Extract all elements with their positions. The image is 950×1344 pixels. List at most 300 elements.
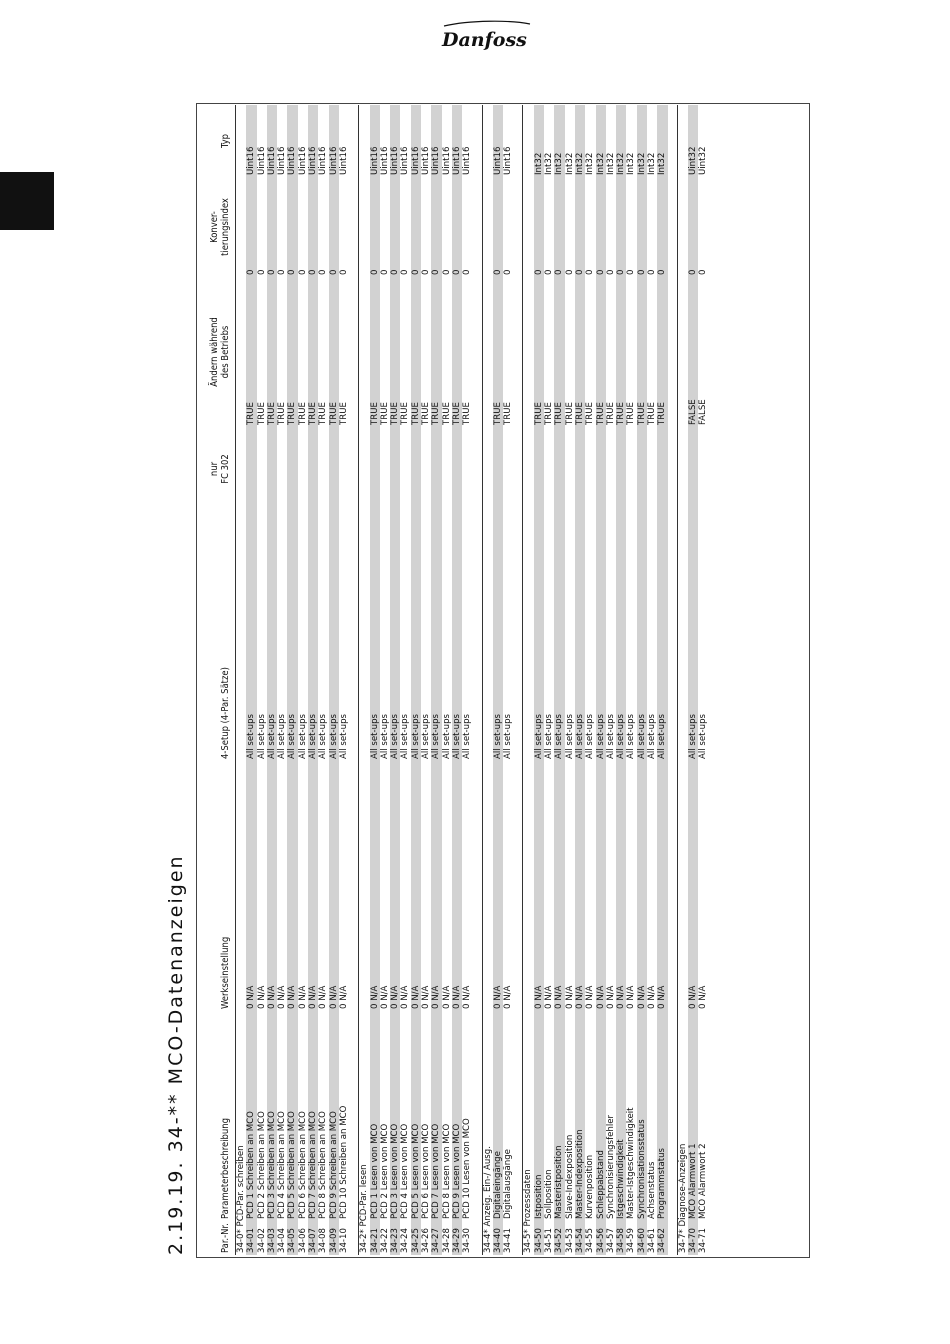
cell-type: Uint16	[379, 146, 390, 175]
cell-type: Int32	[554, 105, 564, 177]
cell-conv: 0	[493, 177, 503, 277]
group-filler-cell	[236, 277, 247, 427]
table-row	[554, 105, 564, 1255]
cell-desc: Synchronisationsstatus	[637, 1011, 647, 1221]
spacer-cell	[668, 1221, 678, 1255]
cell-fc	[277, 427, 287, 511]
cell-conv: 0	[267, 177, 277, 277]
cell-conv: 0	[431, 177, 441, 277]
header-change	[199, 277, 236, 427]
cell-def: 0 N/A	[246, 761, 256, 1011]
cell-desc: PCD 2 Lesen von MCO	[379, 1123, 390, 1219]
cell-fc	[616, 427, 626, 511]
cell-change: TRUE	[534, 277, 544, 427]
cell-desc: PCD 7 Lesen von MCO	[431, 1011, 441, 1221]
group-label: 34-0* PCD-Par. schreiben	[236, 761, 247, 1255]
spacer-cell	[668, 761, 678, 1011]
group-filler-cell	[677, 427, 688, 511]
cell-setup: All set-ups	[575, 511, 585, 761]
cell-def: 0 N/A	[452, 761, 462, 1011]
cell-change: TRUE	[441, 402, 452, 425]
table-row	[298, 105, 308, 1255]
table-row	[370, 105, 380, 1255]
table-row	[339, 105, 349, 1255]
header-change-line2: des Betriebs	[220, 325, 231, 379]
cell-nr: 34-04	[277, 1228, 288, 1253]
cell-nr: 34-05	[287, 1221, 297, 1255]
cell-fc	[452, 427, 462, 511]
cell-def: 0 N/A	[379, 985, 390, 1009]
cell-change: TRUE	[297, 402, 308, 425]
cell-setup: All set-ups	[646, 714, 657, 759]
cell-desc: PCD 1 Lesen von MCO	[370, 1011, 380, 1221]
cell-type: Uint16	[246, 105, 256, 177]
cell-setup: All set-ups	[596, 511, 606, 761]
group-filler-cell	[359, 105, 370, 177]
cell-desc: Master-Istgeschwindigkeit	[626, 1107, 637, 1219]
cell-def: 0 N/A	[421, 985, 432, 1009]
header-description: Parameterbeschreibung	[220, 1118, 231, 1219]
cell-def: 0 N/A	[646, 985, 657, 1009]
cell-change: TRUE	[431, 277, 441, 427]
table-row	[657, 105, 667, 1255]
cell-fc	[657, 427, 667, 511]
table-row	[606, 105, 616, 1255]
cell-change: TRUE	[308, 277, 318, 427]
cell-type: Uint16	[338, 146, 349, 175]
header-fc302	[199, 427, 236, 511]
cell-setup: All set-ups	[338, 714, 349, 759]
cell-nr: 34-51	[544, 1228, 555, 1253]
cell-change: TRUE	[605, 402, 616, 425]
group-filler-cell	[677, 177, 688, 277]
cell-desc: PCD 3 Lesen von MCO	[390, 1011, 400, 1221]
cell-desc: PCD 7 Schreiben an MCO	[308, 1011, 318, 1221]
cell-def: 0 N/A	[605, 985, 616, 1009]
cell-setup: All set-ups	[503, 714, 514, 759]
cell-setup: All set-ups	[688, 511, 698, 761]
spacer-cell	[473, 1221, 483, 1255]
cell-change: TRUE	[554, 277, 564, 427]
cell-type: Int32	[616, 105, 626, 177]
table-row	[637, 105, 647, 1255]
cell-change: TRUE	[452, 277, 462, 427]
cell-nr: 34-55	[585, 1228, 596, 1253]
section-title: 2.19.19. 34-** MCO-Datenanzeigen	[165, 854, 187, 1255]
cell-def: 0 N/A	[441, 985, 452, 1009]
cell-type: Int32	[626, 152, 637, 175]
cell-nr: 34-21	[370, 1221, 380, 1255]
cell-change: TRUE	[318, 402, 329, 425]
cell-desc: PCD 1 Schreiben an MCO	[246, 1011, 256, 1221]
cell-change: TRUE	[657, 277, 667, 427]
table-row	[493, 105, 503, 1255]
cell-fc	[287, 427, 297, 511]
cell-type: Uint16	[318, 146, 329, 175]
cell-change: TRUE	[626, 402, 637, 425]
cell-change: TRUE	[411, 277, 421, 427]
spacer-cell	[473, 105, 483, 177]
table-row	[544, 105, 554, 1255]
table-row	[318, 105, 328, 1255]
cell-type: Uint16	[267, 105, 277, 177]
cell-nr: 34-30	[462, 1228, 473, 1253]
cell-desc: PCD 8 Lesen von MCO	[441, 1123, 452, 1219]
cell-conv: 0	[637, 177, 647, 277]
cell-conv: 0	[544, 269, 555, 275]
cell-desc: Kurvenposition	[585, 1154, 596, 1219]
cell-conv: 0	[338, 269, 349, 275]
group-filler-cell	[523, 177, 534, 277]
cell-setup: All set-ups	[287, 511, 297, 761]
table-row	[596, 105, 606, 1255]
cell-desc: PCD 9 Lesen von MCO	[452, 1011, 462, 1221]
table-row	[390, 105, 400, 1255]
group-filler-cell	[523, 105, 534, 177]
cell-type: Uint32	[698, 146, 709, 175]
table-row	[308, 105, 318, 1255]
cell-nr: 34-58	[616, 1221, 626, 1255]
cell-conv: 0	[605, 269, 616, 275]
cell-desc: Sollposition	[544, 1169, 555, 1219]
cell-type: Int32	[605, 152, 616, 175]
cell-type: Uint16	[503, 146, 514, 175]
table-header-row	[199, 105, 236, 1255]
header-setup: 4-Setup (4-Par. Sätze)	[220, 667, 231, 759]
spacer-cell	[513, 511, 523, 761]
danfoss-logo	[440, 18, 532, 54]
cell-type: Uint16	[441, 146, 452, 175]
table-row	[246, 105, 256, 1255]
table-row	[452, 105, 462, 1255]
cell-type: Uint16	[277, 146, 288, 175]
cell-type: Int32	[596, 105, 606, 177]
table-row	[431, 105, 441, 1255]
table-row	[534, 105, 544, 1255]
cell-conv: 0	[421, 269, 432, 275]
cell-nr: 34-59	[626, 1228, 637, 1253]
table-row	[287, 105, 297, 1255]
header-par-nr: Par.-Nr.	[220, 1223, 231, 1253]
cell-fc	[267, 427, 277, 511]
cell-def: 0 N/A	[698, 985, 709, 1009]
cell-change: TRUE	[370, 277, 380, 427]
cell-setup: All set-ups	[564, 714, 575, 759]
header-fc302-line1: nur	[209, 461, 220, 477]
cell-change: TRUE	[596, 277, 606, 427]
cell-desc: PCD 10 Lesen von MCO	[462, 1118, 473, 1219]
cell-nr: 34-25	[411, 1221, 421, 1255]
group-label: 34-4* Anzeig. Ein-/ Ausg.	[482, 761, 493, 1255]
chapter-tab-marker	[0, 172, 54, 230]
cell-conv: 0	[452, 177, 462, 277]
spacer-cell	[473, 427, 483, 511]
group-label: 34-7* Diagnose-Anzeigen	[677, 761, 688, 1255]
cell-fc	[411, 427, 421, 511]
cell-nr: 34-53	[564, 1228, 575, 1253]
cell-nr: 34-03	[267, 1221, 277, 1255]
cell-change: TRUE	[575, 277, 585, 427]
cell-type: Uint16	[431, 105, 441, 177]
cell-desc: Achsenstatus	[646, 1161, 657, 1219]
cell-def: 0 N/A	[338, 985, 349, 1009]
cell-change: TRUE	[544, 402, 555, 425]
group-filler-cell	[359, 277, 370, 427]
cell-change: TRUE	[400, 402, 411, 425]
cell-def: 0 N/A	[585, 985, 596, 1009]
group-filler-cell	[677, 105, 688, 177]
spacer-cell	[349, 427, 359, 511]
table-row	[503, 105, 513, 1255]
header-change-line1: Ändern während	[209, 317, 220, 387]
cell-setup: All set-ups	[370, 511, 380, 761]
table-row	[616, 105, 626, 1255]
cell-type: Uint16	[400, 146, 411, 175]
cell-setup: All set-ups	[390, 511, 400, 761]
cell-def: 0 N/A	[688, 761, 698, 1011]
cell-fc	[626, 427, 636, 511]
group-filler-cell	[236, 177, 247, 277]
cell-setup: All set-ups	[256, 714, 267, 759]
cell-conv: 0	[287, 177, 297, 277]
table-body	[236, 105, 709, 1255]
cell-conv: 0	[688, 177, 698, 277]
spacer-cell	[668, 511, 678, 761]
cell-fc	[390, 427, 400, 511]
cell-def: 0 N/A	[493, 761, 503, 1011]
table-row	[277, 105, 287, 1255]
cell-nr: 34-50	[534, 1221, 544, 1255]
cell-nr: 34-41	[503, 1228, 514, 1253]
cell-change: TRUE	[646, 402, 657, 425]
cell-nr: 34-09	[329, 1221, 339, 1255]
cell-change: TRUE	[287, 277, 297, 427]
cell-change: FALSE	[688, 277, 698, 427]
cell-desc: PCD 4 Lesen von MCO	[400, 1123, 411, 1219]
cell-desc: MCO Alarmwort 1	[688, 1011, 698, 1221]
cell-def: 0 N/A	[626, 985, 637, 1009]
svg-text:Danfoss: Danfoss	[442, 29, 527, 51]
group-filler-cell	[236, 427, 247, 511]
cell-desc: Programmstatus	[657, 1011, 667, 1221]
cell-conv: 0	[564, 269, 575, 275]
cell-desc: PCD 5 Lesen von MCO	[411, 1011, 421, 1221]
cell-change: TRUE	[277, 402, 288, 425]
cell-def: 0 N/A	[267, 761, 277, 1011]
cell-fc	[647, 427, 657, 511]
table-row	[462, 105, 472, 1255]
cell-setup: All set-ups	[277, 714, 288, 759]
cell-desc: Synchronisierungsfehler	[605, 1114, 616, 1219]
cell-fc	[698, 427, 708, 511]
cell-type: Uint16	[421, 146, 432, 175]
cell-type: Uint16	[370, 105, 380, 177]
cell-desc: PCD 4 Schreiben an MCO	[277, 1111, 288, 1219]
cell-conv: 0	[503, 269, 514, 275]
cell-type: Uint16	[297, 146, 308, 175]
cell-def: 0 N/A	[637, 761, 647, 1011]
cell-desc: PCD 10 Schreiben an MCO	[338, 1105, 349, 1219]
cell-def: 0 N/A	[554, 761, 564, 1011]
table-row	[575, 105, 585, 1255]
spacer-cell	[668, 105, 678, 177]
group-filler-cell	[482, 177, 493, 277]
cell-desc: Master-Indexposition	[575, 1011, 585, 1221]
group-label: 34-5* Prozessdaten	[523, 761, 534, 1255]
cell-setup: All set-ups	[431, 511, 441, 761]
cell-conv: 0	[554, 177, 564, 277]
group-filler-cell	[482, 277, 493, 427]
cell-nr: 34-08	[318, 1228, 329, 1253]
cell-conv: 0	[256, 269, 267, 275]
cell-change: TRUE	[616, 277, 626, 427]
cell-fc	[318, 427, 328, 511]
cell-nr: 34-62	[657, 1221, 667, 1255]
spacer-cell	[668, 1011, 678, 1221]
cell-nr: 34-24	[400, 1228, 411, 1253]
cell-def: 0 N/A	[503, 985, 514, 1009]
group-header-row	[236, 105, 247, 1255]
group-spacer	[513, 105, 523, 1255]
cell-conv: 0	[441, 269, 452, 275]
cell-def: 0 N/A	[390, 761, 400, 1011]
spacer-cell	[349, 761, 359, 1011]
group-filler-cell	[236, 511, 247, 761]
group-filler-cell	[359, 177, 370, 277]
cell-setup: All set-ups	[411, 511, 421, 761]
cell-def: 0 N/A	[370, 761, 380, 1011]
cell-conv: 0	[575, 177, 585, 277]
cell-nr: 34-52	[554, 1221, 564, 1255]
cell-def: 0 N/A	[462, 985, 473, 1009]
cell-conv: 0	[329, 177, 339, 277]
cell-change: TRUE	[462, 402, 473, 425]
cell-nr: 34-27	[431, 1221, 441, 1255]
cell-type: Uint16	[329, 105, 339, 177]
cell-change: TRUE	[564, 402, 575, 425]
cell-desc: Masteristposition	[554, 1011, 564, 1221]
cell-def: 0 N/A	[544, 985, 555, 1009]
cell-conv: 0	[657, 177, 667, 277]
cell-change: FALSE	[698, 399, 709, 425]
cell-conv: 0	[277, 269, 288, 275]
cell-conv: 0	[698, 269, 709, 275]
cell-def: 0 N/A	[308, 761, 318, 1011]
table-row	[421, 105, 431, 1255]
cell-setup: All set-ups	[616, 511, 626, 761]
header-fc302-line2: FC 302	[220, 454, 231, 484]
cell-fc	[606, 427, 616, 511]
cell-nr: 34-01	[246, 1221, 256, 1255]
table-row	[698, 105, 708, 1255]
cell-change: TRUE	[338, 402, 349, 425]
cell-setup: All set-ups	[421, 714, 432, 759]
cell-def: 0 N/A	[329, 761, 339, 1011]
group-filler-cell	[236, 105, 247, 177]
cell-setup: All set-ups	[585, 714, 596, 759]
spacer-cell	[349, 277, 359, 427]
cell-desc: Digitalausgänge	[503, 1149, 514, 1219]
group-filler-cell	[523, 277, 534, 427]
cell-type: Uint16	[462, 146, 473, 175]
cell-type: Int32	[534, 105, 544, 177]
cell-conv: 0	[411, 177, 421, 277]
table-row	[257, 105, 267, 1255]
spacer-cell	[349, 105, 359, 177]
spacer-cell	[349, 1221, 359, 1255]
cell-setup: All set-ups	[534, 511, 544, 761]
spacer-cell	[473, 1011, 483, 1221]
cell-type: Uint16	[287, 105, 297, 177]
table-row	[267, 105, 277, 1255]
cell-nr: 34-54	[575, 1221, 585, 1255]
cell-type: Int32	[646, 152, 657, 175]
cell-setup: All set-ups	[493, 511, 503, 761]
group-filler-cell	[523, 427, 534, 511]
cell-nr: 34-23	[390, 1221, 400, 1255]
cell-nr: 34-57	[605, 1228, 616, 1253]
group-filler-cell	[677, 511, 688, 761]
cell-setup: All set-ups	[626, 714, 637, 759]
cell-desc: PCD 5 Schreiben an MCO	[287, 1011, 297, 1221]
cell-desc: PCD 9 Schreiben an MCO	[329, 1011, 339, 1221]
cell-type: Uint16	[452, 105, 462, 177]
cell-desc: PCD 6 Lesen von MCO	[421, 1123, 432, 1219]
cell-conv: 0	[400, 269, 411, 275]
cell-conv: 0	[585, 269, 596, 275]
cell-conv: 0	[297, 269, 308, 275]
cell-conv: 0	[596, 177, 606, 277]
group-label: 34-2* PCD-Par. lesen	[359, 761, 370, 1255]
header-conversion	[199, 177, 236, 277]
group-header-row	[523, 105, 534, 1255]
table-row	[688, 105, 698, 1255]
cell-def: 0 N/A	[297, 985, 308, 1009]
cell-fc	[462, 427, 472, 511]
cell-fc	[585, 427, 595, 511]
spacer-cell	[473, 761, 483, 1011]
cell-nr: 34-02	[256, 1228, 267, 1253]
spacer-cell	[513, 427, 523, 511]
cell-fc	[298, 427, 308, 511]
spacer-cell	[668, 427, 678, 511]
cell-fc	[503, 427, 513, 511]
cell-fc	[308, 427, 318, 511]
group-spacer	[668, 105, 678, 1255]
cell-change: TRUE	[503, 402, 514, 425]
group-filler-cell	[523, 511, 534, 761]
cell-def: 0 N/A	[616, 761, 626, 1011]
cell-def: 0 N/A	[431, 761, 441, 1011]
parameter-table	[199, 105, 708, 1255]
cell-conv: 0	[534, 177, 544, 277]
cell-desc: PCD 2 Schreiben an MCO	[256, 1111, 267, 1219]
cell-type: Uint16	[390, 105, 400, 177]
header-default: Werkseinstellung	[220, 936, 231, 1009]
group-spacer	[349, 105, 359, 1255]
cell-fc	[534, 427, 544, 511]
cell-nr: 34-40	[493, 1221, 503, 1255]
cell-change: TRUE	[421, 402, 432, 425]
cell-type: Uint16	[411, 105, 421, 177]
cell-nr: 34-22	[379, 1228, 390, 1253]
cell-type: Uint32	[688, 105, 698, 177]
group-spacer	[473, 105, 483, 1255]
header-conv-line2: tierungsindex	[220, 198, 231, 256]
cell-conv: 0	[379, 269, 390, 275]
group-filler-cell	[482, 427, 493, 511]
spacer-cell	[668, 177, 678, 277]
